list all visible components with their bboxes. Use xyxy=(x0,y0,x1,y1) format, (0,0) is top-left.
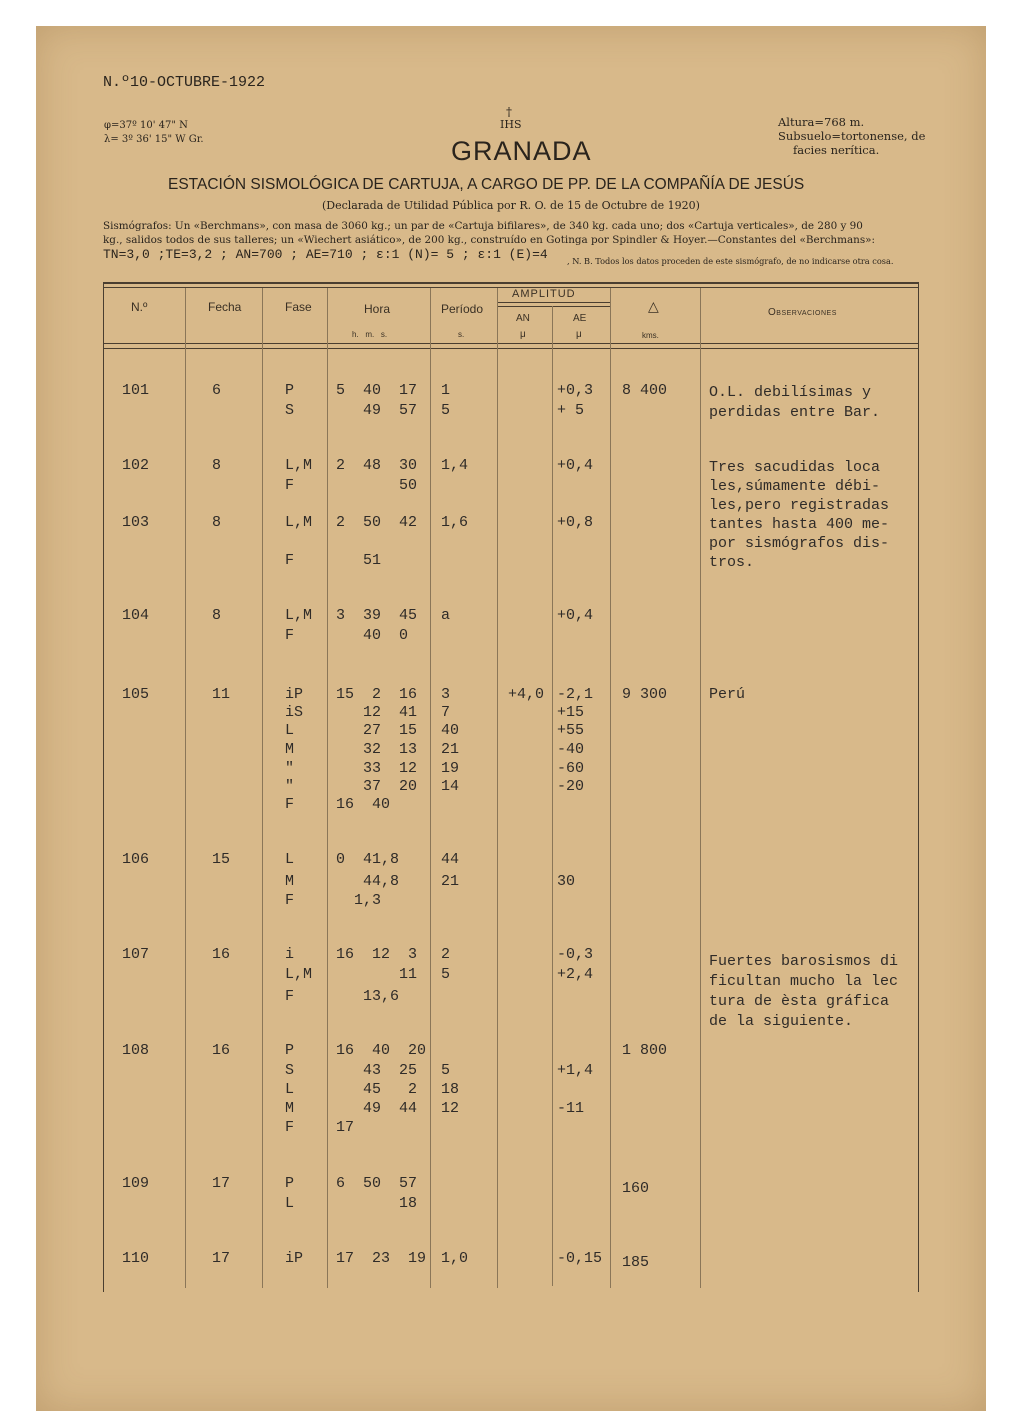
amplitude-east-cell: +2,4 xyxy=(557,966,594,983)
amplitude-east-cell: +0,4 xyxy=(557,457,594,474)
nota-bene: , N. B. Todos los datos proceden de este sismógrafo, de no indicarse otra cosa. xyxy=(567,256,894,266)
event-time-cell: 44,8 xyxy=(336,873,400,890)
event-phase-cell: iP xyxy=(285,1250,304,1267)
event-phase-cell: F xyxy=(285,627,295,644)
event-phase-cell: " xyxy=(285,760,295,777)
header-period: Período xyxy=(441,302,484,316)
observation-line: Fuertes barosismos di xyxy=(709,953,899,970)
seismograph-constants: TN=3,0 ;TE=3,2 ; AN=700 ; AE=710 ; ε:1 (N)= 5 ; ε:1 (E)=4 xyxy=(103,247,548,262)
observation-line: tura de èsta gráfica xyxy=(709,993,890,1010)
ihs-monogram: IHS xyxy=(500,118,522,131)
event-period-cell: 2 xyxy=(441,946,451,963)
declaration: (Declarada de Utilidad Pública por R. O. de 15 de Octubre de 1920) xyxy=(322,199,700,212)
event-number-cell: 102 xyxy=(122,457,150,474)
event-time-cell: 17 23 19 xyxy=(336,1250,427,1267)
event-time-cell: 5 40 17 xyxy=(336,382,418,399)
event-time-cell: 6 50 57 xyxy=(336,1175,418,1192)
epicentral-distance-cell: 1 800 xyxy=(622,1042,668,1059)
event-time-cell: 45 2 xyxy=(336,1081,418,1098)
event-time-cell: 16 40 xyxy=(336,796,391,813)
event-phase-cell: iS xyxy=(285,704,304,721)
event-number-cell: 101 xyxy=(122,382,150,399)
station-title: ESTACIÓN SISMOLÓGICA DE CARTUJA, A CARGO DE PP. DE LA COMPAÑÍA DE JESÚS xyxy=(168,176,805,193)
event-time-cell: 32 13 xyxy=(336,741,418,758)
amplitude-east-cell: -20 xyxy=(557,778,585,795)
header-distance: △ xyxy=(648,298,659,314)
event-date-cell: 15 xyxy=(212,851,231,868)
event-period-cell: 1 xyxy=(441,382,451,399)
event-number-cell: 109 xyxy=(122,1175,150,1192)
header-phase: Fase xyxy=(285,300,312,314)
event-phase-cell: M xyxy=(285,1100,295,1117)
header-amplitude-east-unit: μ xyxy=(576,329,582,340)
event-number-cell: 108 xyxy=(122,1042,150,1059)
observation-line: O.L. debilísimas y xyxy=(709,384,872,401)
event-period-cell: 5 xyxy=(441,402,451,419)
header-time: Hora xyxy=(364,302,391,316)
event-date-cell: 16 xyxy=(212,1042,231,1059)
amplitude-east-cell: -60 xyxy=(557,760,585,777)
event-time-cell: 50 xyxy=(336,477,418,494)
event-phase-cell: F xyxy=(285,796,295,813)
event-phase-cell: L,M xyxy=(285,514,313,531)
amplitude-east-cell: -11 xyxy=(557,1100,585,1117)
event-time-cell: 16 12 3 xyxy=(336,946,418,963)
latitude: φ=37º 10' 47" N xyxy=(104,120,188,131)
header-amplitude: AMPLITUD xyxy=(512,288,576,300)
event-phase-cell: F xyxy=(285,1119,295,1136)
event-time-cell: 16 40 20 xyxy=(336,1042,427,1059)
event-period-cell: 14 xyxy=(441,778,460,795)
event-period-cell: 21 xyxy=(441,741,460,758)
epicentral-distance-cell: 8 400 xyxy=(622,382,668,399)
header-period-unit: s. xyxy=(458,330,465,339)
epicentral-distance-cell: 160 xyxy=(622,1180,650,1197)
facies: facies nerítica. xyxy=(793,143,880,157)
event-period-cell: 3 xyxy=(441,686,451,703)
event-period-cell: 18 xyxy=(441,1081,460,1098)
event-time-cell: 3 39 45 xyxy=(336,607,418,624)
observation-line: Tres sacudidas loca xyxy=(709,459,881,476)
event-period-cell: 1,6 xyxy=(441,514,469,531)
event-time-cell: 15 2 16 xyxy=(336,686,418,703)
header-distance-unit: kms. xyxy=(642,331,659,340)
amplitude-east-cell: +0,3 xyxy=(557,382,594,399)
amplitude-east-cell: -0,15 xyxy=(557,1250,603,1267)
event-number-cell: 104 xyxy=(122,607,150,624)
epicentral-distance-cell: 185 xyxy=(622,1254,650,1271)
event-phase-cell: S xyxy=(285,402,295,419)
event-phase-cell: M xyxy=(285,741,295,758)
event-number-cell: 105 xyxy=(122,686,150,703)
cross-symbol: † xyxy=(506,105,512,119)
event-phase-cell: P xyxy=(285,1175,295,1192)
event-period-cell: 5 xyxy=(441,1062,451,1079)
event-phase-cell: P xyxy=(285,382,295,399)
observation-line: por sismógrafos dis- xyxy=(709,535,890,552)
event-phase-cell: L xyxy=(285,1081,295,1098)
event-time-cell: 2 50 42 xyxy=(336,514,418,531)
event-time-cell: 43 25 xyxy=(336,1062,418,1079)
amplitude-east-cell: 30 xyxy=(557,873,576,890)
event-time-cell: 13,6 xyxy=(336,988,400,1005)
amplitude-east-cell: -40 xyxy=(557,741,585,758)
observation-line: tros. xyxy=(709,554,755,571)
event-time-cell: 0 41,8 xyxy=(336,851,400,868)
event-time-cell: 49 44 xyxy=(336,1100,418,1117)
event-number-cell: 107 xyxy=(122,946,150,963)
event-date-cell: 8 xyxy=(212,514,222,531)
event-period-cell: 7 xyxy=(441,704,451,721)
amplitude-east-cell: + 5 xyxy=(557,402,585,419)
event-time-cell: 37 20 xyxy=(336,778,418,795)
amplitude-east-cell: -0,3 xyxy=(557,946,594,963)
header-time-units: h. m. s. xyxy=(352,330,388,339)
amplitude-east-cell: +0,4 xyxy=(557,607,594,624)
amplitude-north-cell: +4,0 xyxy=(508,686,545,703)
event-phase-cell: " xyxy=(285,778,295,795)
epicentral-distance-cell: 9 300 xyxy=(622,686,668,703)
event-period-cell: 40 xyxy=(441,722,460,739)
header-observations: Observaciones xyxy=(768,307,837,318)
event-time-cell: 18 xyxy=(336,1195,418,1212)
document-reference: N.º10-OCTUBRE-1922 xyxy=(103,74,266,91)
event-phase-cell: M xyxy=(285,873,295,890)
event-number-cell: 103 xyxy=(122,514,150,531)
event-time-cell: 40 0 xyxy=(336,627,409,644)
event-period-cell: 12 xyxy=(441,1100,460,1117)
event-phase-cell: L xyxy=(285,851,295,868)
amplitude-east-cell: +15 xyxy=(557,704,585,721)
event-time-cell: 51 xyxy=(336,552,382,569)
header-amplitude-east: AE xyxy=(573,313,587,324)
event-phase-cell: iP xyxy=(285,686,304,703)
header-amplitude-north-unit: μ xyxy=(520,329,526,340)
event-phase-cell: F xyxy=(285,988,295,1005)
event-date-cell: 6 xyxy=(212,382,222,399)
event-phase-cell: F xyxy=(285,552,295,569)
subsoil: Subsuelo=tortonense, de xyxy=(778,129,926,143)
event-date-cell: 16 xyxy=(212,946,231,963)
event-phase-cell: i xyxy=(285,946,295,963)
event-phase-cell: P xyxy=(285,1042,295,1059)
city-title: GRANADA xyxy=(451,136,592,166)
seismographs-line-2: kg., salidos todos de sus talleres; un «Wiechert asiático», de 200 kg., construído en Gotinga por Spindler & Hoyer.—Constantes del «Berchmans»: xyxy=(103,234,876,246)
event-phase-cell: L,M xyxy=(285,607,313,624)
header-date: Fecha xyxy=(208,300,242,314)
event-date-cell: 17 xyxy=(212,1175,231,1192)
event-period-cell: 19 xyxy=(441,760,460,777)
event-time-cell: 12 41 xyxy=(336,704,418,721)
event-time-cell: 1,3 xyxy=(336,892,382,909)
observation-line: tantes hasta 400 me- xyxy=(709,516,890,533)
event-phase-cell: L,M xyxy=(285,457,313,474)
event-time-cell: 11 xyxy=(336,966,418,983)
event-date-cell: 11 xyxy=(212,686,231,703)
event-phase-cell: L,M xyxy=(285,966,313,983)
event-date-cell: 8 xyxy=(212,607,222,624)
event-time-cell: 49 57 xyxy=(336,402,418,419)
event-time-cell: 2 48 30 xyxy=(336,457,418,474)
observation-line: de la siguiente. xyxy=(709,1013,854,1030)
observation-line: perdidas entre Bar. xyxy=(709,404,881,421)
header-amplitude-north: AN xyxy=(516,313,530,324)
event-time-cell: 27 15 xyxy=(336,722,418,739)
observation-line: Perú xyxy=(709,686,746,703)
event-date-cell: 17 xyxy=(212,1250,231,1267)
amplitude-east-cell: +1,4 xyxy=(557,1062,594,1079)
event-time-cell: 17 xyxy=(336,1119,355,1136)
amplitude-east-cell: +55 xyxy=(557,722,585,739)
observation-line: les,pero registradas xyxy=(709,497,890,514)
event-period-cell: 5 xyxy=(441,966,451,983)
longitude: λ= 3º 36' 15" W Gr. xyxy=(104,134,204,145)
event-phase-cell: L xyxy=(285,1195,295,1212)
altitude: Altura=768 m. xyxy=(778,115,865,129)
event-period-cell: 44 xyxy=(441,851,460,868)
event-time-cell: 33 12 xyxy=(336,760,418,777)
event-period-cell: a xyxy=(441,607,451,624)
event-period-cell: 21 xyxy=(441,873,460,890)
observation-line: ficultan mucho la lec xyxy=(709,973,899,990)
event-phase-cell: F xyxy=(285,892,295,909)
amplitude-east-cell: -2,1 xyxy=(557,686,594,703)
event-period-cell: 1,0 xyxy=(441,1250,469,1267)
event-number-cell: 106 xyxy=(122,851,150,868)
seismographs-line-1: Sismógrafos: Un «Berchmans», con masa de 3060 kg.; un par de «Cartuja bifilares», de 340 kg. cada uno; dos «Cartuja verticales», de 280 y 90 xyxy=(103,220,863,232)
amplitude-east-cell: +0,8 xyxy=(557,514,594,531)
event-phase-cell: L xyxy=(285,722,295,739)
header-number: N.º xyxy=(131,300,148,314)
event-phase-cell: F xyxy=(285,477,295,494)
event-period-cell: 1,4 xyxy=(441,457,469,474)
event-date-cell: 8 xyxy=(212,457,222,474)
event-number-cell: 110 xyxy=(122,1250,150,1267)
event-phase-cell: S xyxy=(285,1062,295,1079)
observation-line: les,súmamente débi- xyxy=(709,478,881,495)
